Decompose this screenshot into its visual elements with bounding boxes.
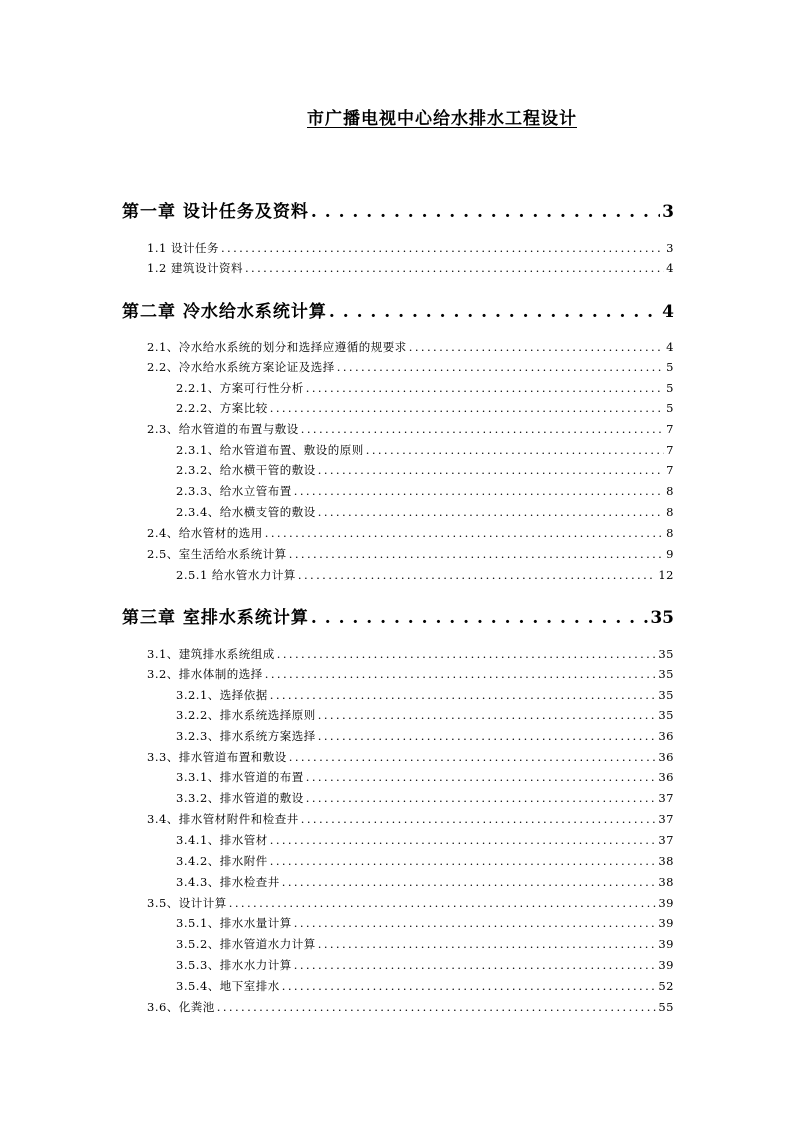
toc-dot-leader [311, 608, 648, 628]
toc-page-number: 35 [658, 688, 674, 702]
toc-page-number: 39 [658, 896, 674, 910]
toc-entry-label: 2.3.4、给水横支管的敷设 [176, 505, 316, 519]
toc-dot-leader [366, 443, 664, 457]
toc-entry-label: 2.3.2、给水横干管的敷设 [176, 463, 316, 477]
toc-entry[interactable] [147, 240, 674, 256]
toc-page-number: 8 [666, 526, 674, 540]
toc-chapter-entry[interactable] [122, 603, 674, 628]
toc-entry-label: 3.5.1、排水水量计算 [176, 916, 292, 930]
toc-dot-leader [245, 261, 664, 275]
toc-page-number: 38 [658, 875, 674, 889]
toc-page-number: 37 [658, 833, 674, 847]
toc-dot-leader [306, 770, 657, 784]
toc-page-number: 8 [666, 505, 674, 519]
toc-entry-label: 3.2.1、选择依据 [176, 688, 268, 702]
toc-dot-leader [221, 241, 664, 255]
toc-page-number: 38 [658, 854, 674, 868]
toc-dot-leader [265, 526, 664, 540]
toc-entry[interactable] [176, 832, 674, 848]
toc-dot-leader [337, 360, 664, 374]
toc-entry[interactable] [176, 483, 674, 499]
toc-entry[interactable] [176, 728, 674, 744]
toc-entry-label: 2.5.1 给水管水力计算 [176, 568, 296, 582]
toc-page-number: 55 [658, 1000, 674, 1014]
toc-page-number: 7 [666, 422, 674, 436]
toc-dot-leader [289, 750, 657, 764]
toc-chapter-entry[interactable] [122, 197, 674, 222]
toc-entry-label: 2.5、室生活给水系统计算 [147, 547, 287, 561]
toc-entry[interactable] [147, 339, 674, 355]
toc-entry-label: 2.4、给水管材的选用 [147, 526, 263, 540]
toc-dot-leader [270, 833, 657, 847]
toc-entry[interactable] [147, 260, 674, 276]
toc-dot-leader [282, 979, 657, 993]
toc-entry[interactable] [176, 769, 674, 785]
toc-entry[interactable] [176, 978, 674, 994]
toc-entry-label: 3.3、排水管道布置和敷设 [147, 750, 287, 764]
toc-entry[interactable] [176, 504, 674, 520]
toc-entry-label: 2.2.2、方案比较 [176, 401, 268, 415]
toc-page-number: 35 [658, 708, 674, 722]
toc-page-number: 3 [666, 241, 674, 255]
toc-page-number: 37 [658, 791, 674, 805]
toc-entry[interactable] [176, 380, 674, 396]
toc-entry-label: 2.1、冷水给水系统的划分和选择应遵循的规要求 [147, 340, 407, 354]
toc-entry-label: 3.4.2、排水附件 [176, 854, 268, 868]
toc-entry-label: 1.2 建筑设计资料 [147, 261, 243, 275]
toc-entry[interactable] [176, 936, 674, 952]
toc-entry[interactable] [147, 999, 674, 1015]
toc-entry[interactable] [176, 874, 674, 890]
toc-page-number: 36 [658, 770, 674, 784]
toc-page-number: 5 [666, 381, 674, 395]
toc-entry-label: 2.3.1、给水管道布置、敷设的原则 [176, 443, 364, 457]
toc-entry-label: 2.3、给水管道的布置与敷设 [147, 422, 299, 436]
toc-entry-label: 3.2.3、排水系统方案选择 [176, 729, 316, 743]
toc-entry-label: 1.1 设计任务 [147, 241, 219, 255]
toc-entry-label: 3.4、排水管材附件和检查井 [147, 812, 299, 826]
toc-entry[interactable] [176, 790, 674, 806]
toc-entry[interactable] [147, 666, 674, 682]
toc-page-number: 5 [666, 360, 674, 374]
toc-dot-leader [329, 302, 660, 322]
toc-entry-label: 3.5.2、排水管道水力计算 [176, 937, 316, 951]
toc-entry[interactable] [147, 421, 674, 437]
toc-entry[interactable] [147, 525, 674, 541]
toc-page-number: 36 [658, 750, 674, 764]
toc-entry-label: 第三章 室排水系统计算 [122, 608, 309, 628]
toc-page-number: 36 [658, 729, 674, 743]
toc-entry[interactable] [147, 646, 674, 662]
toc-page-number: 5 [666, 401, 674, 415]
toc-dot-leader [270, 401, 664, 415]
toc-dot-leader [270, 854, 657, 868]
toc-dot-leader [217, 1000, 657, 1014]
toc-entry-label: 3.5、设计计算 [147, 896, 227, 910]
toc-entry-label: 3.6、化粪池 [147, 1000, 215, 1014]
toc-entry-label: 3.2.2、排水系统选择原则 [176, 708, 316, 722]
toc-dot-leader [282, 875, 657, 889]
toc-entry[interactable] [176, 707, 674, 723]
toc-entry[interactable] [147, 811, 674, 827]
toc-page-number: 35 [658, 667, 674, 681]
toc-entry-label: 3.3.2、排水管道的敷设 [176, 791, 304, 805]
toc-entry-label: 2.3.3、给水立管布置 [176, 484, 292, 498]
toc-entry[interactable] [176, 853, 674, 869]
toc-entry-label: 2.2、冷水给水系统方案论证及选择 [147, 360, 335, 374]
toc-entry[interactable] [147, 749, 674, 765]
toc-dot-leader [277, 647, 657, 661]
toc-entry[interactable] [147, 546, 674, 562]
toc-page-number: 35 [650, 608, 674, 628]
toc-entry-label: 2.2.1、方案可行性分析 [176, 381, 304, 395]
toc-entry-label: 3.4.3、排水检查井 [176, 875, 280, 889]
toc-entry-label: 3.1、建筑排水系统组成 [147, 647, 275, 661]
toc-entry-label: 3.5.4、地下室排水 [176, 979, 280, 993]
toc-page-number: 52 [658, 979, 674, 993]
toc-page-number: 8 [666, 484, 674, 498]
toc-entry[interactable] [176, 442, 674, 458]
toc-dot-leader [311, 202, 660, 222]
toc-entry[interactable] [176, 957, 674, 973]
toc-dot-leader [265, 667, 657, 681]
toc-dot-leader [294, 916, 657, 930]
toc-page-number: 3 [662, 202, 674, 222]
toc-dot-leader [301, 812, 657, 826]
toc-dot-leader [318, 708, 657, 722]
toc-page-number: 35 [658, 647, 674, 661]
toc-entry-label: 第二章 冷水给水系统计算 [122, 302, 327, 322]
toc-entry[interactable] [176, 462, 674, 478]
toc-dot-leader [298, 568, 656, 582]
toc-page-number: 39 [658, 916, 674, 930]
toc-dot-leader [306, 791, 657, 805]
document-title: 市广播电视中心给水排水工程设计 [307, 109, 577, 129]
toc-dot-leader [229, 896, 657, 910]
toc-page-number: 39 [658, 937, 674, 951]
toc-dot-leader [409, 340, 664, 354]
toc-entry-label: 3.5.3、排水水力计算 [176, 958, 292, 972]
toc-entry-label: 3.2、排水体制的选择 [147, 667, 263, 681]
toc-dot-leader [318, 729, 657, 743]
toc-entry[interactable] [176, 915, 674, 931]
toc-entry[interactable] [147, 895, 674, 911]
toc-dot-leader [294, 958, 657, 972]
toc-entry[interactable] [147, 359, 674, 375]
toc-entry-label: 3.3.1、排水管道的布置 [176, 770, 304, 784]
toc-page-number: 4 [662, 302, 674, 322]
toc-page-number: 7 [666, 463, 674, 477]
toc-dot-leader [318, 463, 664, 477]
toc-dot-leader [318, 505, 664, 519]
toc-page-number: 9 [666, 547, 674, 561]
toc-page-number: 7 [666, 443, 674, 457]
toc-entry[interactable] [176, 687, 674, 703]
toc-page-number: 4 [666, 261, 674, 275]
toc-dot-leader [301, 422, 664, 436]
toc-dot-leader [306, 381, 664, 395]
toc-dot-leader [294, 484, 664, 498]
toc-entry[interactable] [176, 567, 674, 583]
toc-chapter-entry[interactable] [122, 297, 674, 322]
toc-dot-leader [318, 937, 657, 951]
toc-entry-label: 第一章 设计任务及资料 [122, 202, 309, 222]
toc-dot-leader [289, 547, 664, 561]
toc-page-number: 37 [658, 812, 674, 826]
toc-entry-label: 3.4.1、排水管材 [176, 833, 268, 847]
toc-dot-leader [270, 688, 657, 702]
toc-page-number: 12 [658, 568, 674, 582]
toc-page-number: 39 [658, 958, 674, 972]
toc-entry[interactable] [176, 400, 674, 416]
toc-page-number: 4 [666, 340, 674, 354]
